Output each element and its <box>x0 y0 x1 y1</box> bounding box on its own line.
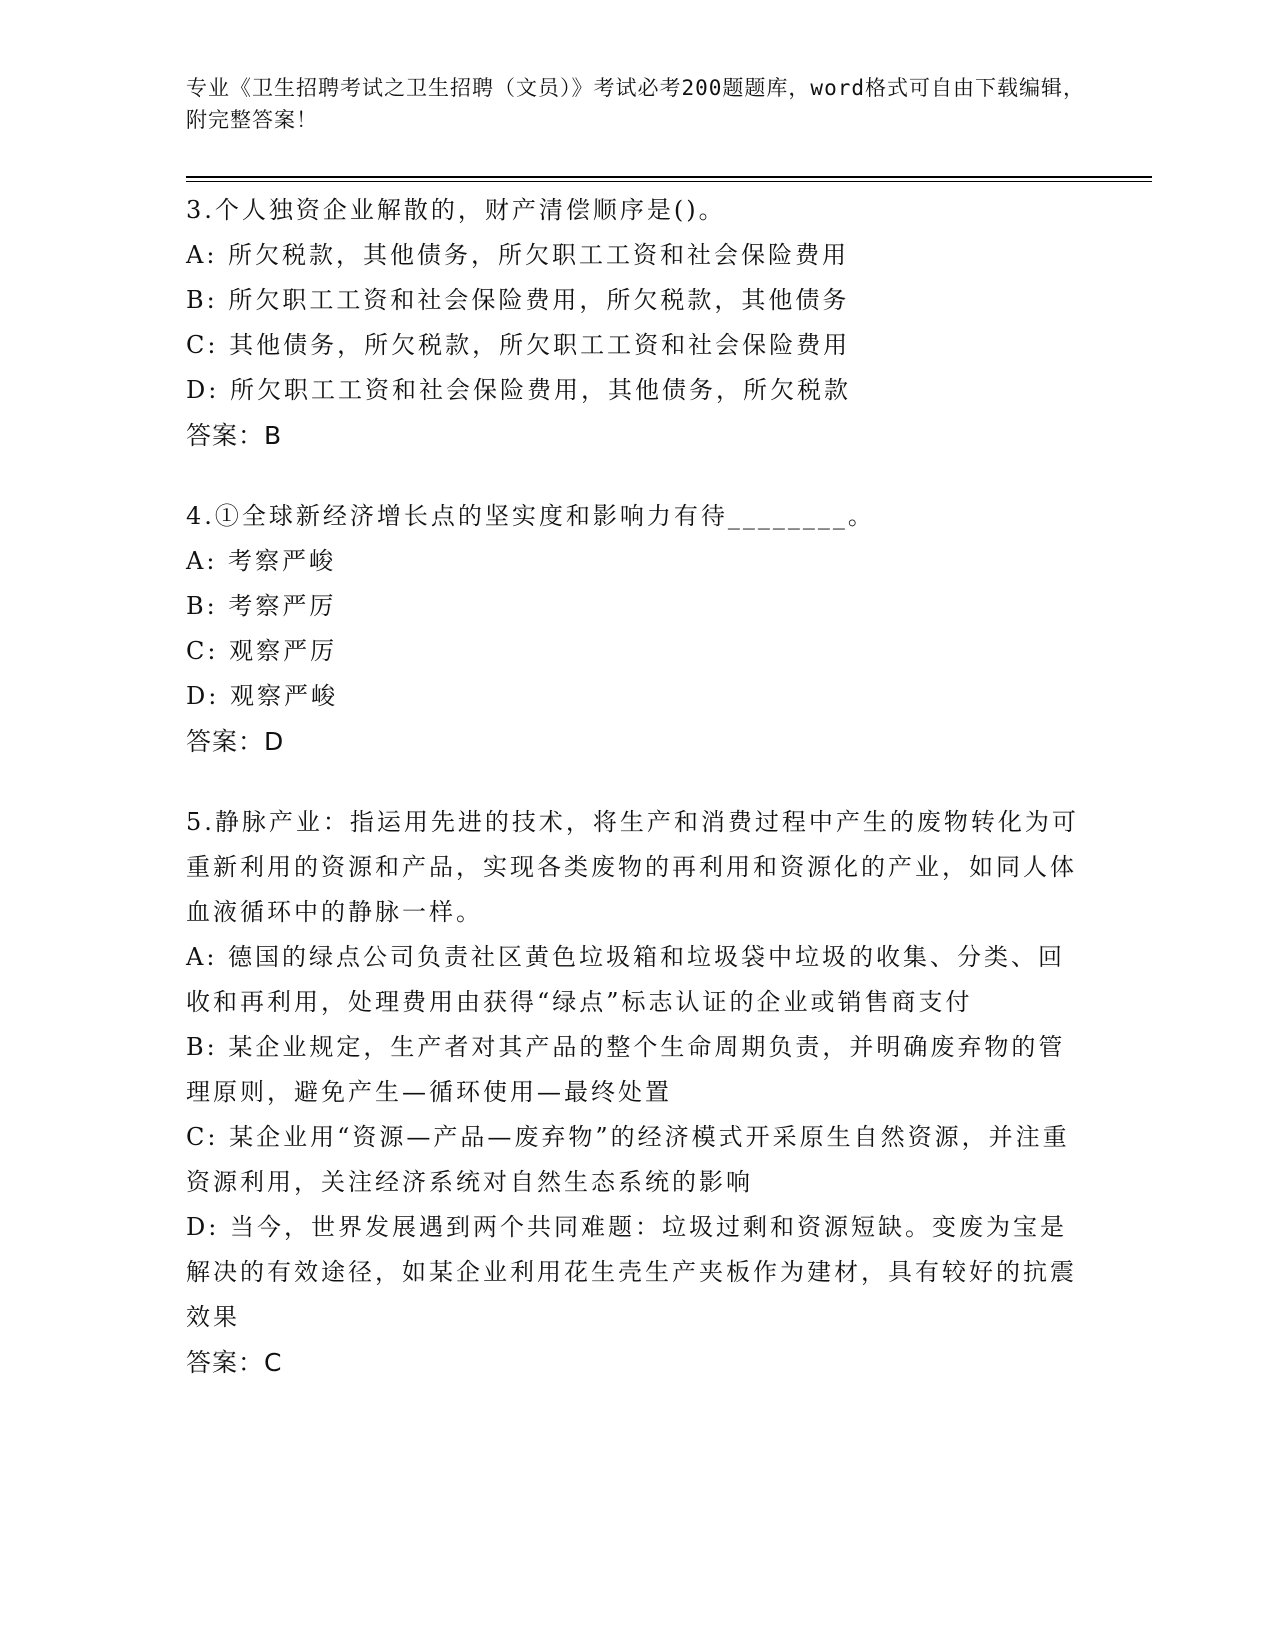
option-d: D: 观察严峻 <box>186 682 338 710</box>
header-divider-thick <box>186 176 1152 178</box>
answer-label: 答案：B <box>186 421 283 450</box>
question-4 <box>186 494 1086 764</box>
question-3 <box>186 188 1086 458</box>
question-stem: 3.个人独资企业解散的，财产清偿顺序是()。 <box>186 196 726 224</box>
option-a: A: 考察严峻 <box>186 547 337 575</box>
question-5 <box>186 800 1086 1385</box>
question-stem: 5.静脉产业：指运用先进的技术，将生产和消费过程中产生的废物转化为可重新利用的资源和产品，实现各类废物的再利用和资源化的产业，如同人体血液循环中的静脉一样。 <box>186 808 1079 926</box>
answer-label: 答案：C <box>186 1348 283 1377</box>
option-d: D: 所欠职工工资和社会保险费用，其他债务，所欠税款 <box>186 376 851 404</box>
option-b: B: 考察严厉 <box>186 592 337 620</box>
option-d: D: 当今，世界发展遇到两个共同难题：垃圾过剩和资源短缺。变废为宝是解决的有效途径，如某企业利用花生壳生产夹板作为建材，具有较好的抗震效果 <box>186 1213 1077 1331</box>
question-stem: 4.①全球新经济增长点的坚实度和影响力有待________。 <box>186 502 875 530</box>
document-header: 专业《卫生招聘考试之卫生招聘（文员）》考试必考200题题库，word格式可自由下载编辑，附完整答案！ <box>186 76 1085 132</box>
question-list <box>186 188 1086 1421</box>
answer-label: 答案：D <box>186 727 285 756</box>
option-b: B: 某企业规定，生产者对其产品的整个生命周期负责，并明确废弃物的管理原则，避免产生—循环使用—最终处置 <box>186 1033 1066 1106</box>
option-c: C: 某企业用“资源—产品—废弃物”的经济模式开采原生自然资源，并注重资源利用，关注经济系统对自然生态系统的影响 <box>186 1123 1070 1196</box>
option-b: B: 所欠职工工资和社会保险费用，所欠税款，其他债务 <box>186 286 850 314</box>
option-c: C: 其他债务，所欠税款，所欠职工工资和社会保险费用 <box>186 331 851 359</box>
option-a: A: 德国的绿点公司负责社区黄色垃圾箱和垃圾袋中垃圾的收集、分类、回收和再利用，处理费用由获得“绿点”标志认证的企业或销售商支付 <box>186 943 1066 1016</box>
header-divider-thin <box>186 181 1152 182</box>
option-c: C: 观察严厉 <box>186 637 338 665</box>
option-a: A: 所欠税款，其他债务，所欠职工工资和社会保险费用 <box>186 241 850 269</box>
